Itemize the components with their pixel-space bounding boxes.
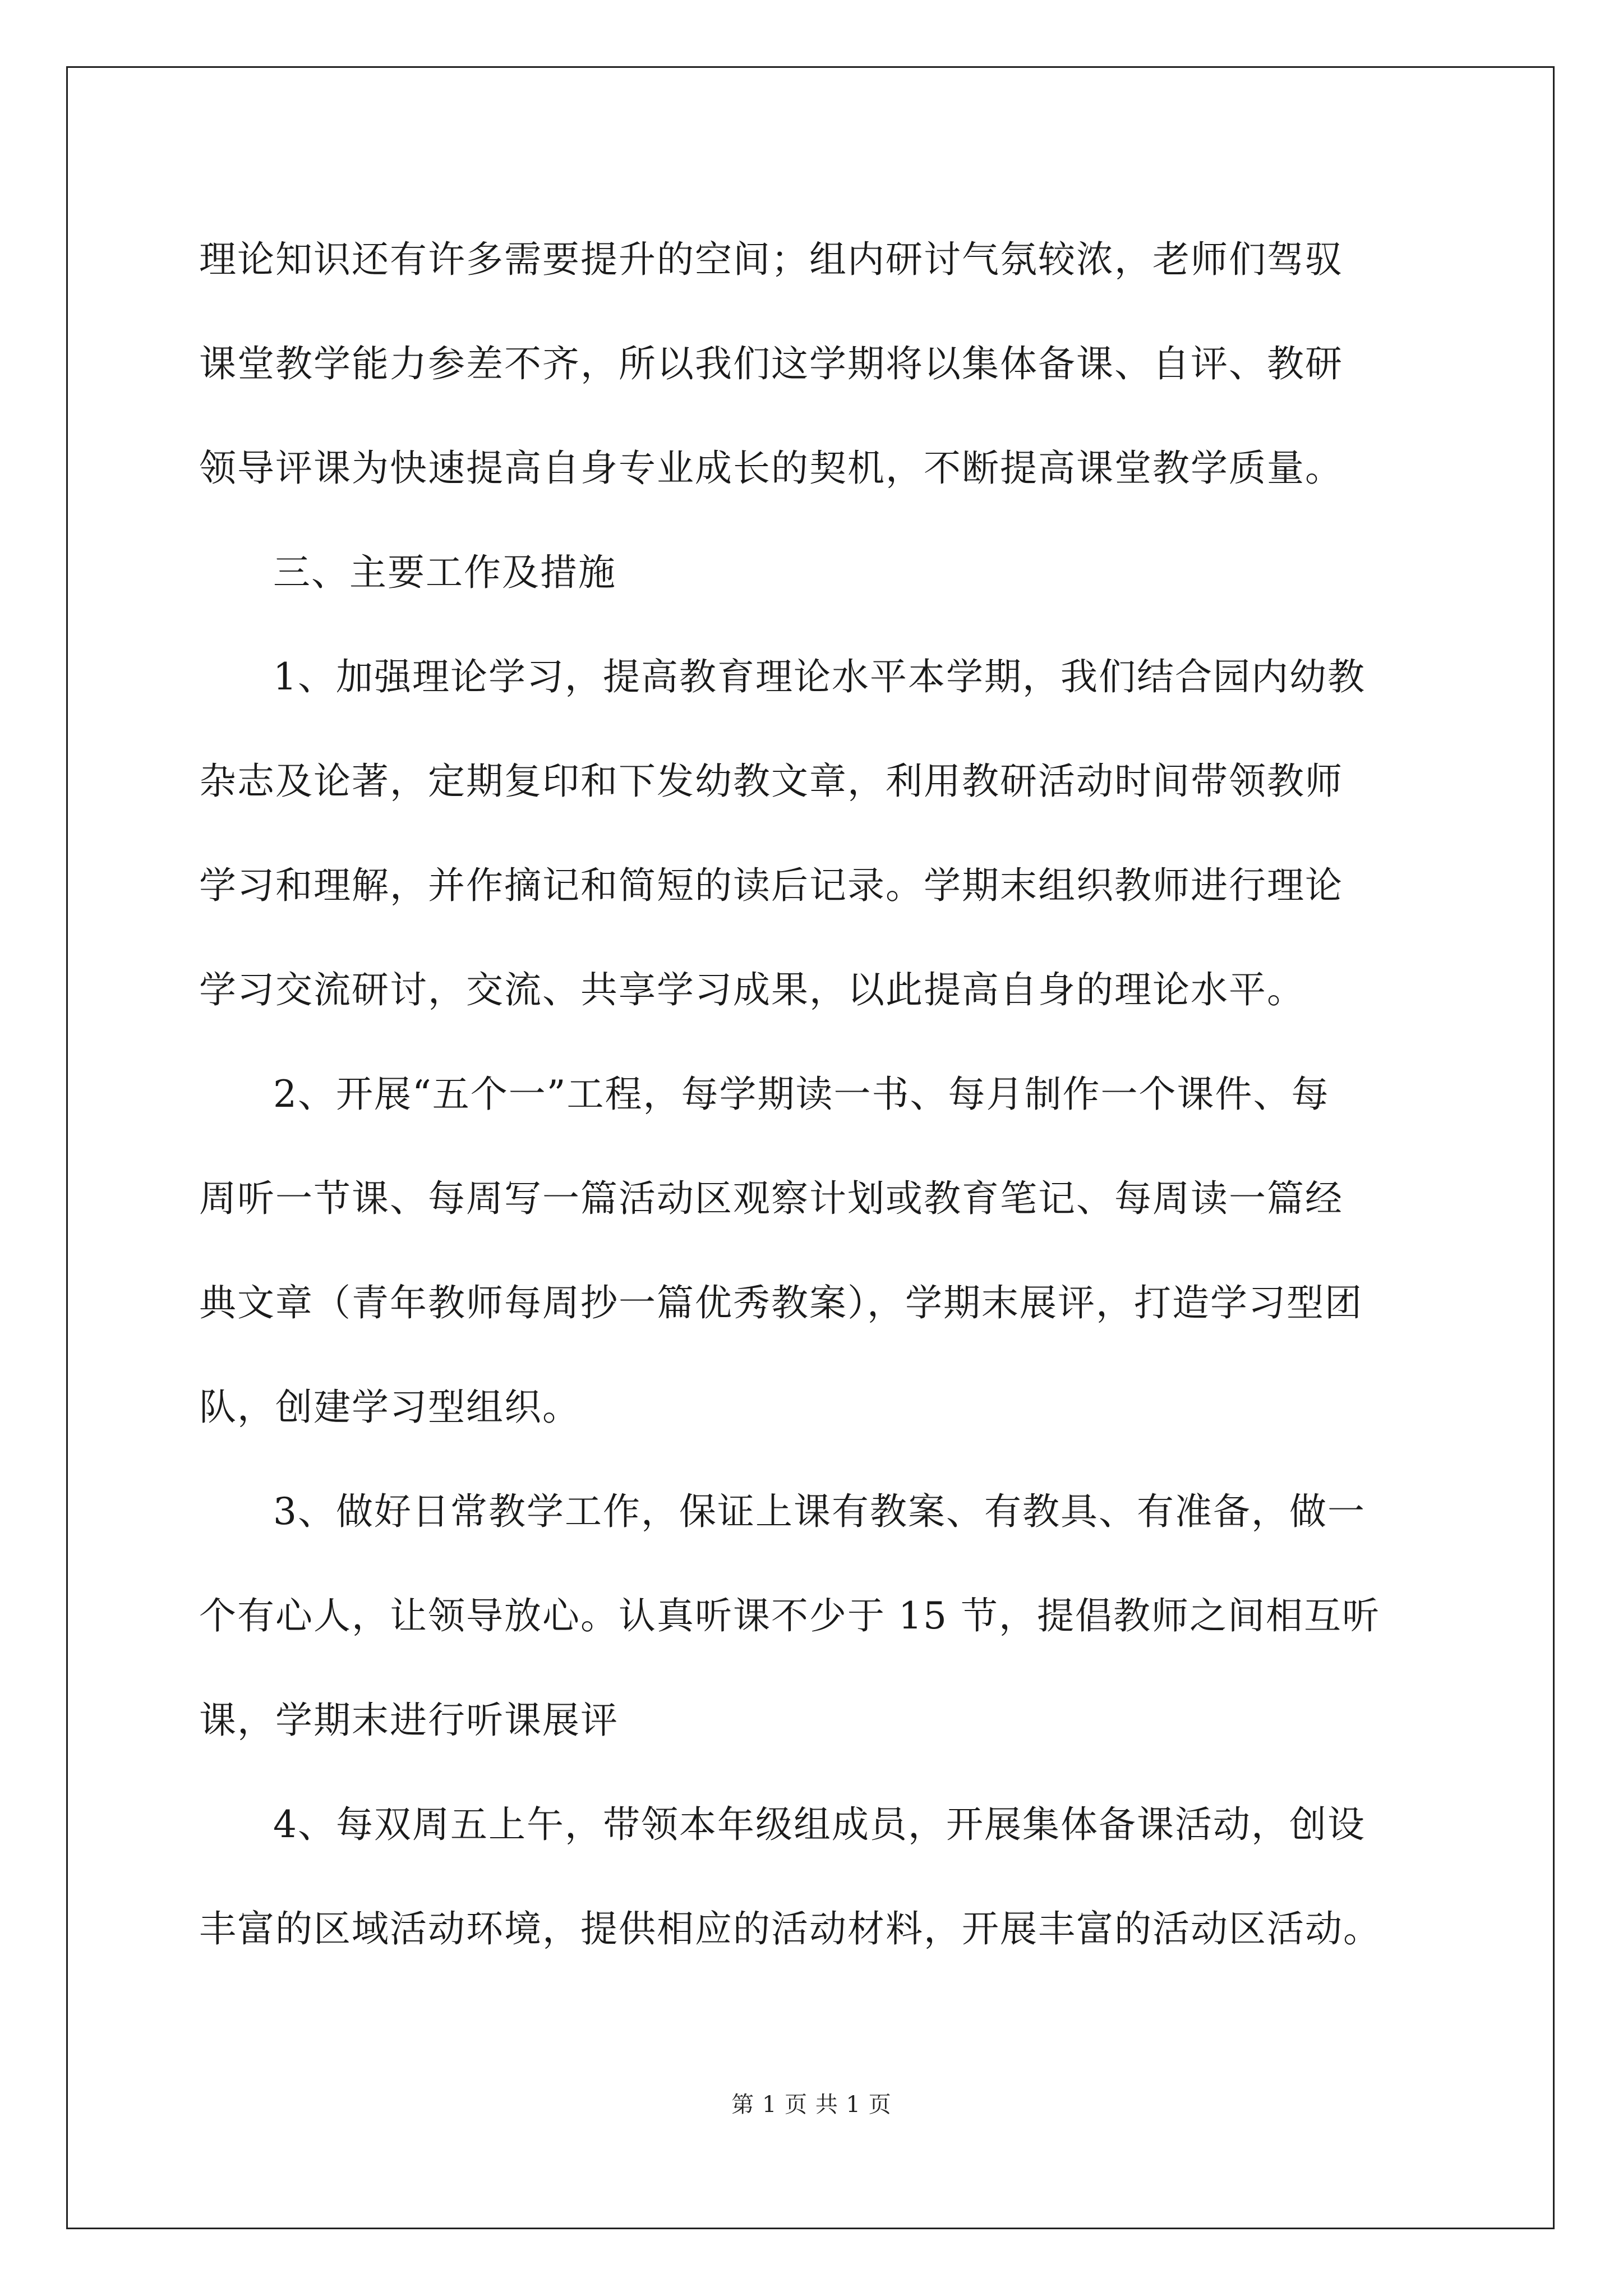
text-line: 课，学期末进行听课展评 (199, 1699, 619, 1742)
text-line: 1、加强理论学习，提高教育理论水平本学期，我们结合园内幼教 (273, 655, 1366, 698)
text-line: 队，创建学习型组织。 (199, 1386, 580, 1429)
text-line: 杂志及论著，定期复印和下发幼教文章，利用教研活动时间带领教师 (199, 760, 1343, 803)
intro-paragraph (199, 208, 1433, 521)
text-line: 典文章（青年教师每周抄一篇优秀教案），学期末展评，打造学习型团 (199, 1281, 1363, 1324)
item-paragraph-2 (199, 1042, 1433, 1460)
text-line: 丰富的区域活动环境，提供相应的活动材料，开展丰富的活动区活动。 (199, 1907, 1381, 1950)
text-line: 理论知识还有许多需要提升的空间；组内研讨气氛较浓，老师们驾驭 (199, 238, 1343, 281)
text-line: 领导评课为快速提高自身专业成长的契机，不断提高课堂教学质量。 (199, 447, 1343, 490)
text-line: 2、开展“五个一”工程，每学期读一书、每月制作一个课件、每 (273, 1073, 1330, 1116)
text-line: 个有心人，让领导放心。认真听课不少于 15 节，提倡教师之间相互听 (199, 1594, 1380, 1637)
text-line: 课堂教学能力参差不齐，所以我们这学期将以集体备课、自评、教研 (199, 342, 1343, 385)
section-heading: 三、主要工作及措施 (273, 551, 616, 594)
item-paragraph-4 (199, 1773, 1433, 1981)
item-paragraph-3 (199, 1460, 1433, 1773)
text-line: 4、每双周五上午，带领本年级组成员，开展集体备课活动，创设 (273, 1803, 1366, 1846)
text-line: 学习和理解，并作摘记和简短的读后记录。学期末组织教师进行理论 (199, 864, 1343, 907)
text-line: 3、做好日常教学工作，保证上课有教案、有教具、有准备，做一 (273, 1490, 1366, 1533)
text-line: 周听一节课、每周写一篇活动区观察计划或教育笔记、每周读一篇经 (199, 1177, 1343, 1220)
text-line: 学习交流研讨，交流、共享学习成果，以此提高自身的理论水平。 (199, 968, 1305, 1011)
item-paragraph-1 (199, 625, 1433, 1042)
page-footer: 第 1 页 共 1 页 (731, 2092, 892, 2118)
document-body (199, 208, 1433, 1981)
